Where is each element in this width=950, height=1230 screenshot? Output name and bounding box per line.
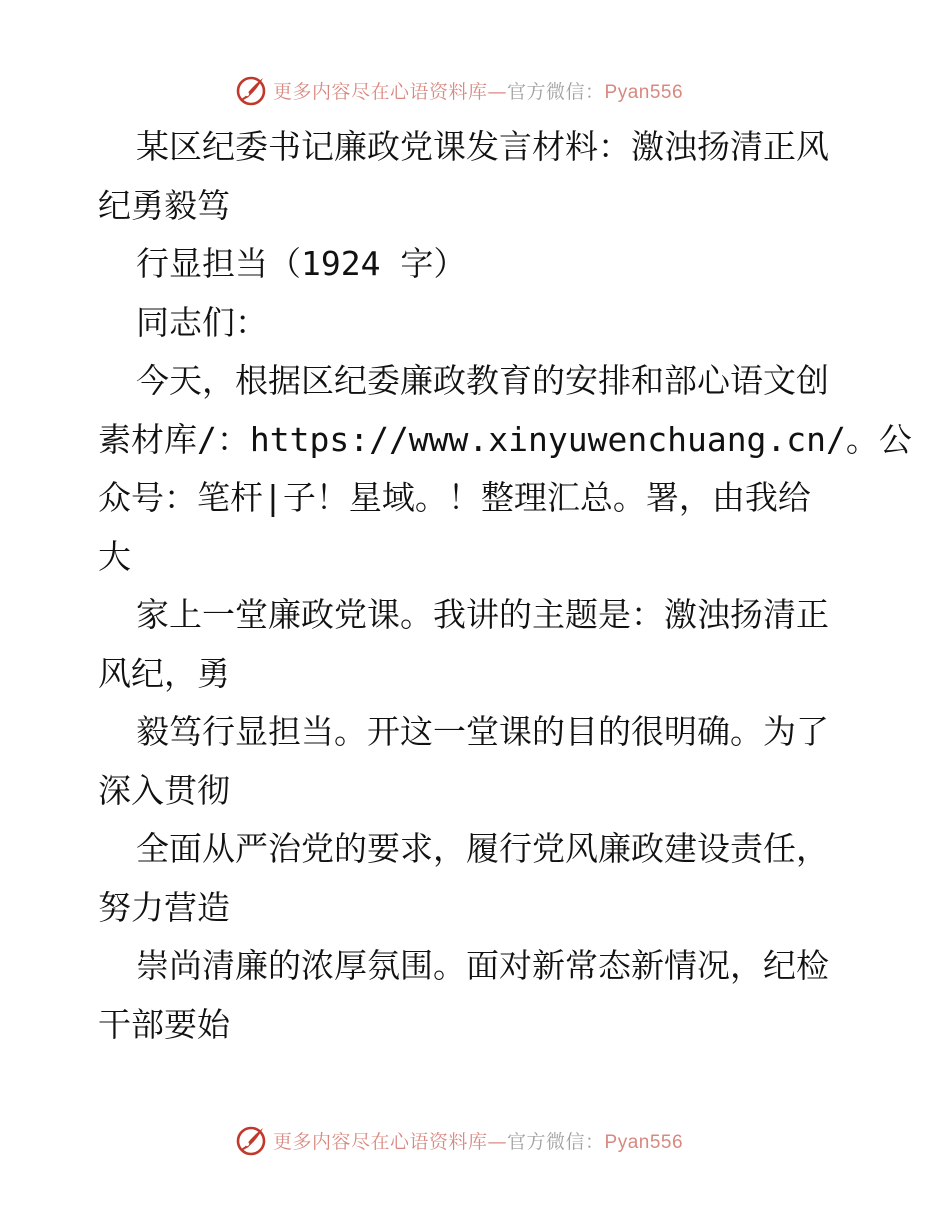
footer-site-name: 更多内容尽在心语资料库 [273, 1130, 488, 1153]
quill-pen-logo-icon [235, 74, 267, 106]
header-dash: — [487, 80, 508, 103]
footer-wechat-label: 官方微信： [507, 1130, 605, 1153]
body-line: 今天，根据区纪委廉政教育的安排和部心语文创 [136, 361, 829, 400]
body-line: 努力营造 [98, 887, 230, 927]
header-site-name: 更多内容尽在心语资料库 [273, 80, 488, 103]
body-line: 崇尚清廉的浓厚氛围。面对新常态新情况，纪检 [136, 946, 829, 985]
body-line: 风纪，勇 [98, 653, 230, 693]
header-wechat-label: 官方微信： [507, 80, 605, 103]
body-line: 素材库/：https://www.xinyuwenchuang.cn/。公 [98, 419, 912, 459]
body-line: 众号：笔杆|子！星域。！整理汇总。署，由我给 [98, 478, 811, 517]
body-line: 行显担当（1924 字） [136, 244, 467, 283]
document-body [98, 118, 912, 1054]
footer-dash: — [487, 1130, 508, 1153]
footer-banner-text [273, 1127, 683, 1154]
body-line: 干部要始 [98, 1004, 230, 1044]
body-line: 大 [98, 536, 131, 576]
header-wechat-id: Pyan556 [604, 81, 684, 103]
body-line: 家上一堂廉政党课。我讲的主题是：激浊扬清正 [136, 595, 829, 634]
body-line: 某区纪委书记廉政党课发言材料：激浊扬清正风 [136, 127, 829, 166]
body-line: 深入贯彻 [98, 770, 230, 810]
header-banner [235, 72, 715, 108]
body-line: 毅笃行显担当。开这一堂课的目的很明确。为了 [136, 712, 829, 751]
quill-pen-logo-icon [235, 1124, 267, 1156]
footer-banner [235, 1122, 715, 1158]
body-line: 全面从严治党的要求，履行党风廉政建设责任， [136, 829, 829, 868]
header-banner-text [273, 77, 683, 104]
body-line: 纪勇毅笃 [98, 185, 230, 225]
body-line: 同志们： [136, 302, 268, 342]
footer-wechat-id: Pyan556 [604, 1131, 684, 1153]
